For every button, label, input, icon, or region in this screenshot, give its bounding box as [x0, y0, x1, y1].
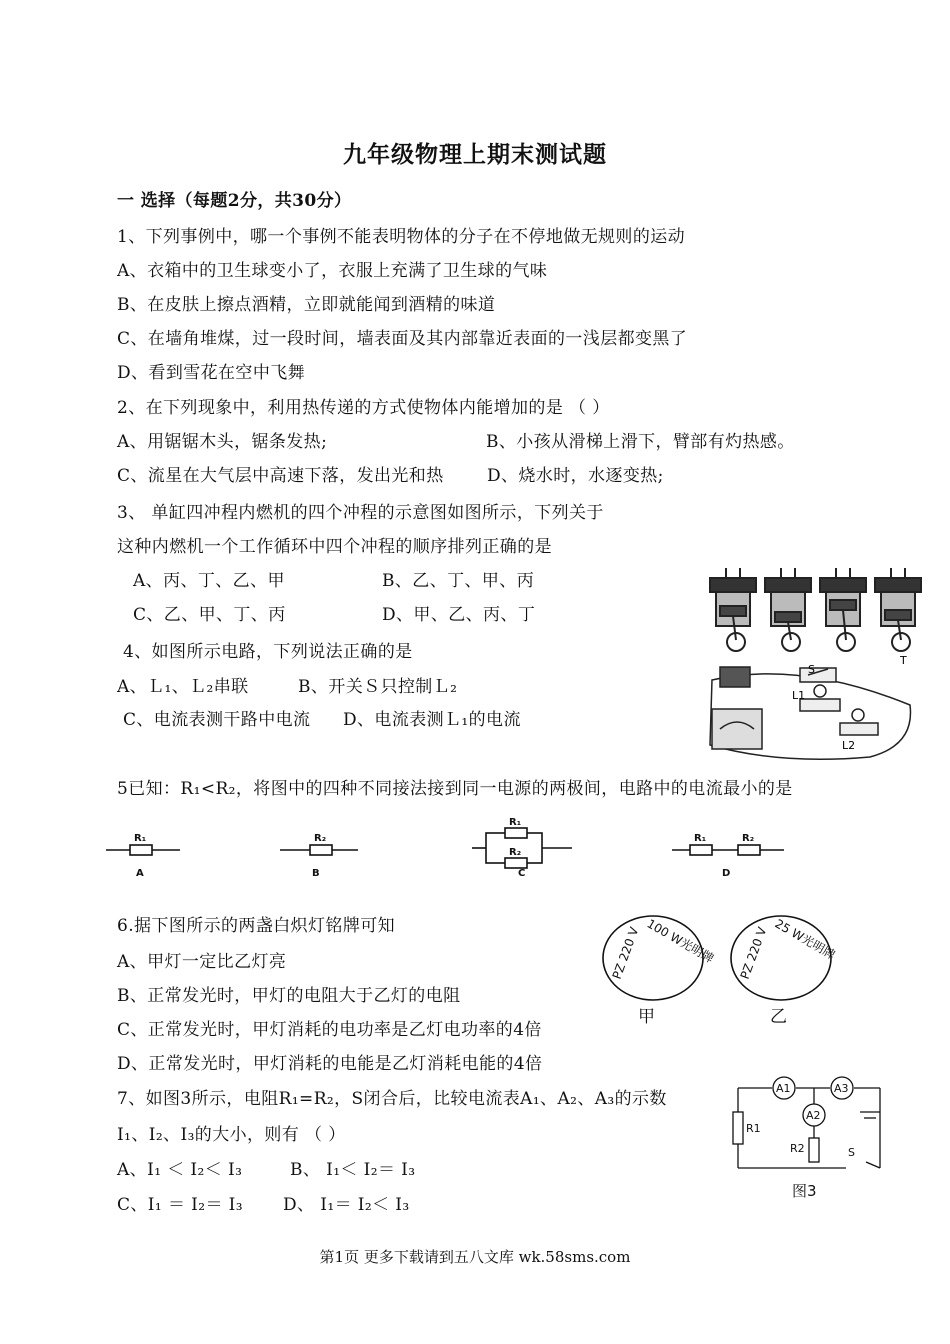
- engine-cylinder-1: [710, 568, 756, 651]
- q7-option-c: C、I₁ ＝ I₂＝ I₃: [117, 1195, 244, 1215]
- engine-label: T: [900, 654, 907, 667]
- q3-stem-line2: 这种内燃机一个工作循环中四个冲程的顺序排列正确的是: [117, 537, 552, 557]
- resistor-a: [130, 845, 152, 855]
- resistor-r1: [733, 1112, 743, 1144]
- label-r2-c: R₂: [509, 847, 522, 858]
- q4-option-c: C、电流表测干路中电流: [123, 710, 311, 730]
- q3-option-b: B、乙、丁、甲、丙: [382, 571, 535, 591]
- label-r1-a: R₁: [134, 833, 147, 844]
- switch-blade: [866, 1162, 880, 1168]
- lamp1-power: 100 W光明牌: [644, 916, 717, 966]
- q7-option-b: B、 I₁＜ I₂＝ I₃: [290, 1160, 416, 1180]
- q1-option-c: C、在墙角堆煤，过一段时间，墙表面及其内部靠近表面的一浅层都变黑了: [117, 329, 688, 349]
- q2-option-d: D、烧水时，水逐变热;: [487, 466, 664, 486]
- page-footer: 第1页 更多下载请到五八文库 wk.58sms.com: [319, 1248, 631, 1266]
- q1-option-b: B、在皮肤上擦点酒精，立即就能闻到酒精的味道: [117, 295, 496, 315]
- label-a1: A1: [776, 1082, 791, 1095]
- q2-stem: 2、在下列现象中，利用热传递的方式使物体内能增加的是 （ ）: [117, 398, 610, 418]
- q2-option-a: A、用锯锯木头，锯条发热;: [117, 432, 328, 452]
- resistor-d-1: [690, 845, 712, 855]
- q4-circuit-figure: [700, 665, 925, 765]
- label-r1-d: R₁: [694, 833, 707, 844]
- battery-icon: [720, 667, 750, 687]
- engine-cylinder-2: [765, 568, 811, 651]
- q5-resistor-figure: [100, 815, 820, 885]
- label-a2: A2: [806, 1109, 821, 1122]
- q4-stem: 4、如图所示电路，下列说法正确的是: [123, 642, 413, 662]
- bulb-l2-icon: [852, 709, 864, 721]
- q6-stem: 6.据下图所示的两盏白炽灯铭牌可知: [117, 916, 396, 936]
- q2-option-b: B、小孩从滑梯上滑下，臂部有灼热感。: [486, 432, 795, 452]
- q3-option-a: A、丙、丁、乙、甲: [133, 571, 285, 591]
- q7-stem-line2: I₁、I₂、I₃的大小，则有 （ ）: [117, 1125, 346, 1145]
- q7-option-a: A、I₁ ＜ I₂＜ I₃: [117, 1160, 243, 1180]
- q3-stem-line1: 3、 单缸四冲程内燃机的四个冲程的示意图如图所示，下列关于: [117, 503, 604, 523]
- resistor-b: [310, 845, 332, 855]
- q3-option-c: C、乙、甲、丁、丙: [133, 605, 286, 625]
- fig3-caption: 图3: [792, 1182, 817, 1200]
- q7-option-d: D、 I₁＝ I₂＜ I₃: [283, 1195, 410, 1215]
- q6-option-d: D、正常发光时，甲灯消耗的电能是乙灯消耗电能的4倍: [117, 1054, 543, 1074]
- lamp1-voltage: PZ 220 V: [609, 925, 642, 982]
- resistor-d-2: [738, 845, 760, 855]
- resistor-r2: [809, 1138, 819, 1162]
- engine-cylinder-4: [875, 568, 921, 651]
- label-a: A: [136, 868, 144, 879]
- resistor-c-bottom: [505, 858, 527, 868]
- l2-label: L2: [842, 739, 856, 752]
- q6-lamp-nameplates: [598, 912, 838, 1027]
- ammeter-icon: [712, 709, 762, 749]
- engine-cylinder-3: [820, 568, 866, 651]
- section-heading: 一 选择（每题2分，共30分）: [117, 191, 352, 211]
- q5-stem: 5已知：R₁<R₂，将图中的四种不同接法接到同一电源的两极间，电路中的电流最小的是: [117, 779, 793, 799]
- page-title: 九年级物理上期末测试题: [343, 141, 607, 168]
- bulb-l1-icon: [814, 685, 826, 697]
- q2-option-c: C、流星在大气层中高速下落，发出光和热: [117, 466, 444, 486]
- resistor-c-top: [505, 828, 527, 838]
- q1-option-a: A、衣箱中的卫生球变小了，衣服上充满了卫生球的气味: [117, 261, 548, 281]
- label-r2: R2: [790, 1142, 805, 1155]
- q7-stem-line1: 7、如图3所示，电阻R₁=R₂，S闭合后，比较电流表A₁、A₂、A₃的示数: [117, 1089, 667, 1109]
- label-r2-d: R₂: [742, 833, 755, 844]
- label-c: C: [518, 868, 526, 879]
- label-r1-c: R₁: [509, 817, 522, 828]
- label-s: S: [848, 1146, 855, 1159]
- label-r2-b: R₂: [314, 833, 327, 844]
- label-r1: R1: [746, 1122, 761, 1135]
- lamp2-label: 乙: [770, 1007, 787, 1027]
- label-d: D: [722, 868, 731, 879]
- lamp1-label: 甲: [638, 1007, 655, 1027]
- q4-option-a: A、Ｌ₁、Ｌ₂串联: [117, 677, 249, 697]
- label-b: B: [312, 868, 320, 879]
- q6-option-c: C、正常发光时，甲灯消耗的电功率是乙灯电功率的4倍: [117, 1020, 542, 1040]
- q3-option-d: D、甲、乙、丙、丁: [382, 605, 536, 625]
- q6-option-a: A、甲灯一定比乙灯亮: [117, 952, 287, 972]
- label-a3: A3: [834, 1082, 849, 1095]
- q4-option-b: B、开关Ｓ只控制Ｌ₂: [298, 677, 458, 697]
- l1-label: L1: [792, 689, 806, 702]
- q4-option-d: D、电流表测Ｌ₁的电流: [343, 710, 521, 730]
- lamp2-voltage: PZ 220 V: [737, 925, 770, 982]
- q1-stem: 1、下列事例中，哪一个事例不能表明物体的分子在不停地做无规则的运动: [117, 227, 686, 247]
- engine-strokes-figure: [700, 560, 925, 670]
- lamp2-power: 25 W光明牌: [772, 916, 838, 963]
- switch-label: S: [808, 665, 815, 676]
- q1-option-d: D、看到雪花在空中飞舞: [117, 363, 306, 383]
- fig3-circuit: [730, 1076, 890, 1201]
- q6-option-b: B、正常发光时，甲灯的电阻大于乙灯的电阻: [117, 986, 461, 1006]
